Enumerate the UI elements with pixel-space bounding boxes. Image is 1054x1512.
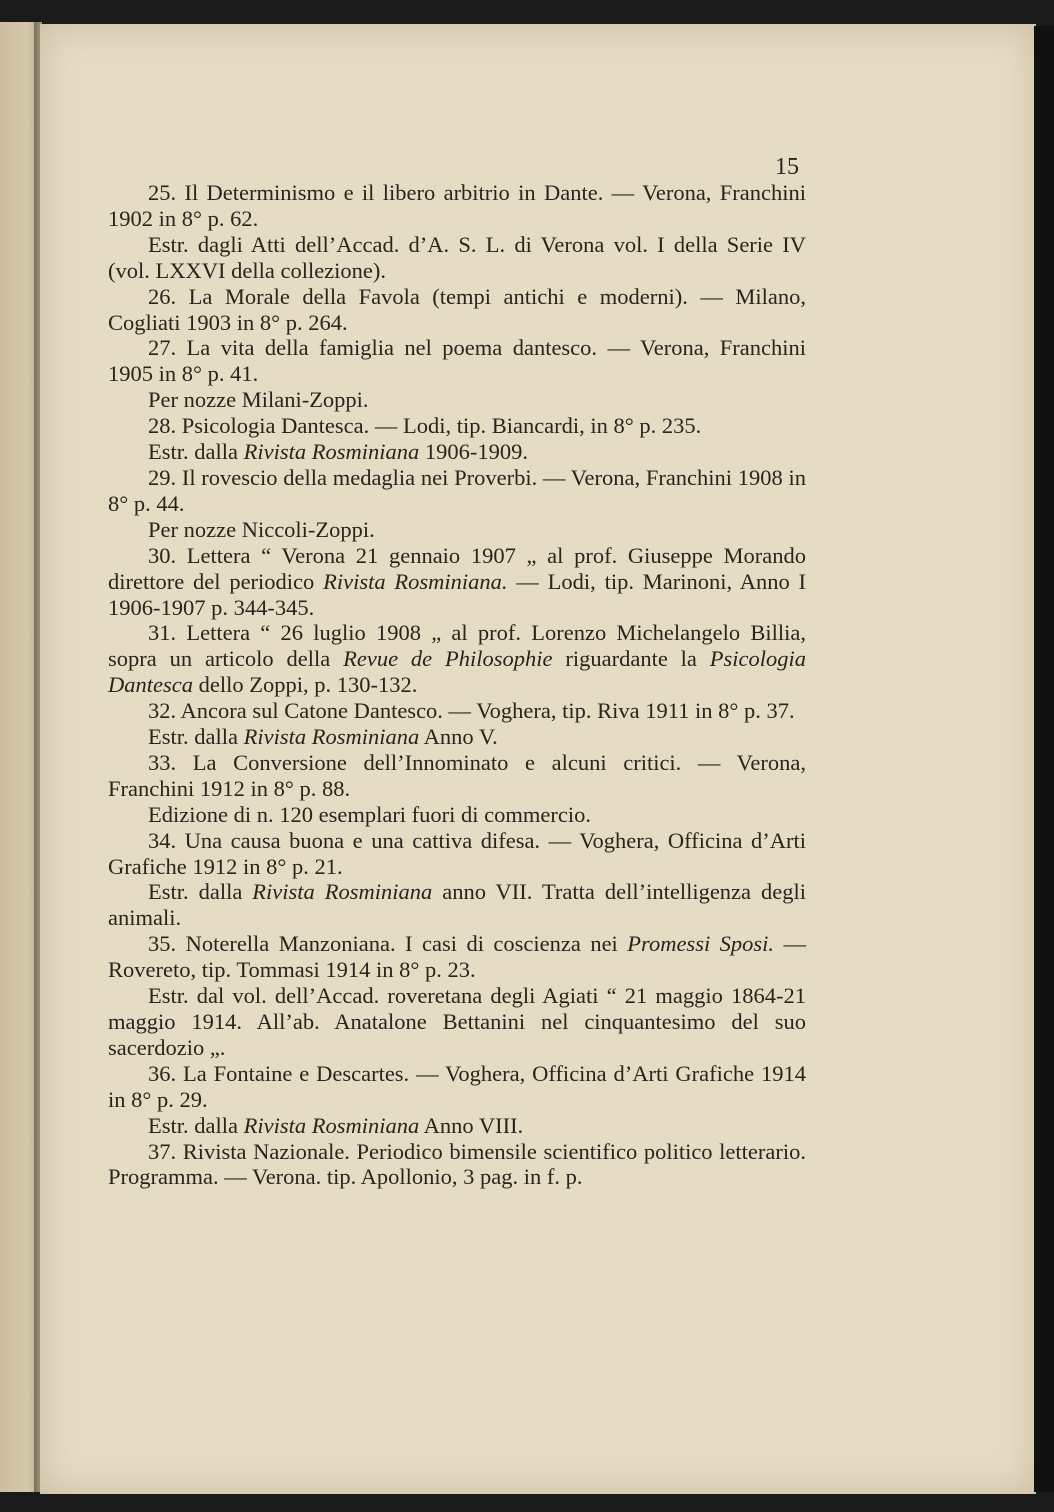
entry-text: Anno VIII.: [419, 1112, 524, 1138]
entry-text: Per nozze Milani-Zoppi.: [148, 387, 369, 413]
entry-text: Estr. dalla: [148, 439, 244, 465]
bibliography-entry: [108, 620, 806, 698]
entry-text: 25. Il Determinismo e il libero arbitrio in Dante. — Verona, Franchini 1902 in 8° p. 62.: [108, 180, 806, 231]
bibliography-entry: [108, 828, 806, 880]
bibliography-entry: [108, 724, 806, 750]
page-number: 15: [775, 154, 799, 180]
entry-text: 31. Lettera “ 26 luglio 1908 „ al prof. Lorenzo Michelangelo Billia, sopra un articolo della: [108, 620, 806, 672]
entry-text: Estr. dalla: [148, 1112, 244, 1138]
entry-text: 32. Ancora sul Catone Dantesco. — Voghera, tip. Riva 1911 in 8° p. 37.: [148, 698, 795, 724]
entry-text: riguardante la: [552, 646, 710, 672]
bibliography-entry: [108, 879, 806, 931]
entry-text: dello Zoppi, p. 130-132.: [192, 672, 418, 698]
entry-text: 27. La vita della famiglia nel poema dantesco. — Verona, Franchini 1905 in 8° p. 41.: [108, 335, 806, 387]
bibliography-entry: [108, 698, 806, 724]
bibliography-entry: [108, 387, 806, 413]
italic-title: Revue de Philosophie: [343, 646, 553, 672]
bibliography-entry: [108, 1061, 806, 1113]
italic-title: Rivista Rosminiana: [243, 724, 420, 750]
entry-text: Estr. dalla: [148, 879, 253, 905]
bibliography-entry: [108, 1113, 806, 1139]
entry-text: 35. Noterella Manzoniana. I casi di coscienza nei: [148, 931, 628, 957]
entry-text: Estr. dalla: [148, 724, 244, 750]
bibliography-entry: [108, 517, 806, 543]
bibliography-entry: [108, 1139, 806, 1191]
bibliography-entry: [108, 335, 806, 387]
bibliography-entry: [108, 802, 806, 828]
bibliography-entry: [108, 750, 806, 802]
entry-text: 33. La Conversione dell’Innominato e alcuni critici. — Verona, Franchini 1912 in 8° p. 88.: [108, 749, 806, 801]
scan-border: [1034, 26, 1054, 1492]
entry-text: — Rovereto, tip. Tommasi 1914 in 8° p. 23.: [108, 931, 807, 983]
bibliography-entry: [108, 284, 806, 336]
entry-text: 37. Rivista Nazionale. Periodico bimensile scientifico politico letterario. Programma. — Verona. tip. Apollonio, 3 pag. in f. p.: [108, 1138, 806, 1190]
bibliography-list: [108, 180, 806, 1190]
entry-text: Estr. dal vol. dell’Accad. roveretana degli Agiati “ 21 maggio 1864-21 maggio 1914. All’ab. Anatalone Bettanini nel cinquantesimo del suo sacerdozio „.: [108, 983, 806, 1060]
bibliography-entry: [108, 983, 806, 1061]
entry-text: Anno V.: [419, 724, 498, 750]
entry-text: 34. Una causa buona e una cattiva difesa. — Voghera, Officina d’Arti Grafiche 1912 in 8° p. 21.: [108, 827, 806, 879]
italic-title: Psicologia Dantesca: [108, 646, 806, 698]
entry-text: 1906-1909.: [419, 439, 528, 465]
italic-title: Rivista Rosminiana: [252, 879, 433, 905]
entry-text: 36. La Fontaine e Descartes. — Voghera, Officina d’Arti Grafiche 1914 in 8° p. 29.: [108, 1060, 806, 1112]
bibliography-entry: [108, 180, 806, 232]
entry-text: Per nozze Niccoli-Zoppi.: [148, 516, 375, 542]
bibliography-entry: [108, 931, 806, 983]
bibliography-entry: [108, 465, 806, 517]
entry-text: 28. Psicologia Dantesca. — Lodi, tip. Biancardi, in 8° p. 235.: [148, 413, 702, 439]
bibliography-entry: [108, 439, 806, 465]
bibliography-entry: [108, 413, 806, 439]
bibliography-entry: [108, 543, 806, 621]
italic-title: Rivista Rosminiana.: [323, 568, 508, 594]
entry-text: 30. Lettera “ Verona 21 gennaio 1907 „ al prof. Giuseppe Morando direttore del periodico: [108, 542, 806, 594]
italic-title: Rivista Rosminiana: [243, 1112, 420, 1138]
entry-text: 29. Il rovescio della medaglia nei Proverbi. — Verona, Franchini 1908 in 8° p. 44.: [108, 464, 806, 516]
italic-title: Rivista Rosminiana: [243, 439, 420, 465]
entry-text: 26. La Morale della Favola (tempi antichi e moderni). — Milano, Cogliati 1903 in 8° p. 264.: [108, 283, 806, 335]
italic-title: Promessi Sposi.: [627, 931, 775, 957]
bibliography-entry: [108, 232, 806, 284]
entry-text: anno VII. Tratta dell’intelligenza degli animali.: [108, 879, 806, 931]
entry-text: Edizione di n. 120 esemplari fuori di commercio.: [148, 801, 592, 827]
entry-text: Estr. dagli Atti dell’Accad. d’A. S. L. di Verona vol. I della Serie IV (vol. LXXVI della collezione).: [108, 231, 806, 283]
entry-text: — Lodi, tip. Marinoni, Anno I 1906-1907 p. 344-345.: [108, 568, 806, 620]
